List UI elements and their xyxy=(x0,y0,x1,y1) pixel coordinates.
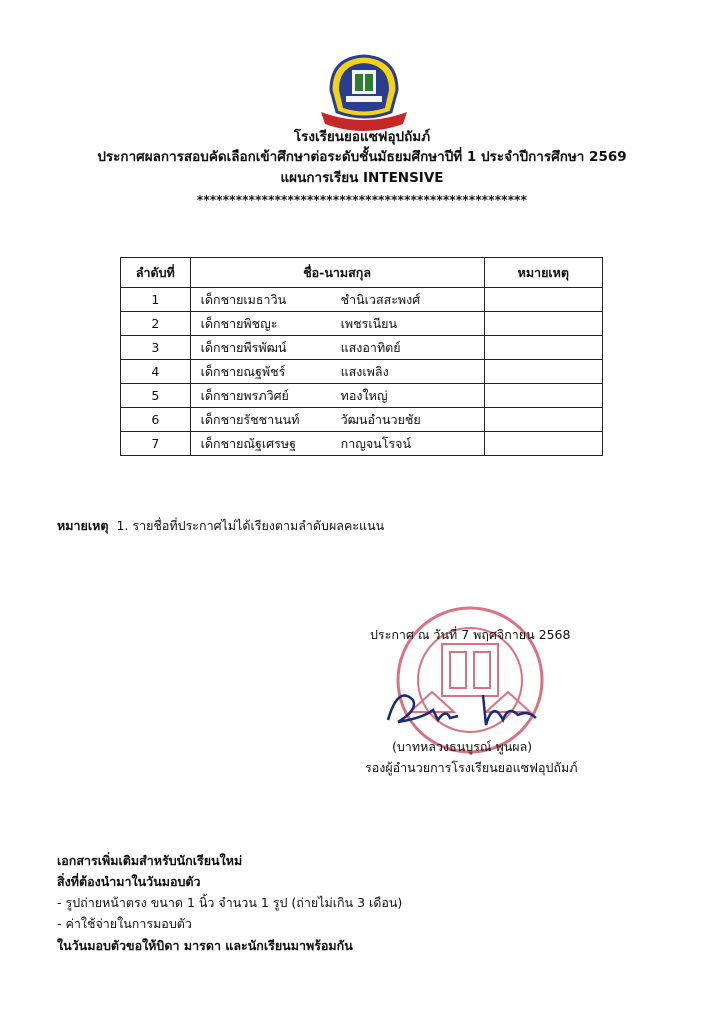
last-name: เพชรเนียน xyxy=(340,315,398,331)
program-name: แผนการเรียน INTENSIVE xyxy=(280,170,444,186)
table-row xyxy=(121,336,603,360)
extra-docs-item: - ค่าใช้จ่ายในการมอบตัว xyxy=(57,916,192,931)
table-row xyxy=(121,432,603,456)
row-note xyxy=(484,288,602,312)
row-order: 5 xyxy=(121,384,191,408)
header-order: ลำดับที่ xyxy=(121,258,191,288)
last-name: แสงเพลิง xyxy=(340,363,389,379)
remark-label: หมายเหตุ xyxy=(57,518,109,533)
row-note xyxy=(484,312,602,336)
extra-docs-title: เอกสารเพิ่มเติมสำหรับนักเรียนใหม่ xyxy=(57,853,243,868)
table-row xyxy=(121,312,603,336)
extra-docs-subtitle: สิ่งที่ต้องนำมาในวันมอบตัว xyxy=(57,874,201,889)
row-note xyxy=(484,360,602,384)
last-name: ชำนิเวสสะพงศ์ xyxy=(340,291,421,307)
row-order: 2 xyxy=(121,312,191,336)
announcement-title: ประกาศผลการสอบคัดเลือกเข้าศึกษาต่อระดับชั้นมัธยมศึกษาปีที่ 1 ประจำปีการศึกษา 2569 xyxy=(97,149,627,165)
table-row xyxy=(121,384,603,408)
first-name: เด็กชายเมธาวิน xyxy=(200,291,287,307)
results-table xyxy=(120,257,603,456)
row-order: 1 xyxy=(121,288,191,312)
header-name: ชื่อ-นามสกุล xyxy=(190,258,484,288)
row-note xyxy=(484,336,602,360)
first-name: เด็กชายณฐพัชร์ xyxy=(200,363,286,379)
last-name: แสงอาทิตย์ xyxy=(340,339,401,355)
school-name: โรงเรียนยอแซฟอุปถัมภ์ xyxy=(293,129,431,145)
school-logo xyxy=(319,50,409,134)
extra-docs-closing: ในวันมอบตัวขอให้บิดา มารดา และนักเรียนมาพร้อมกัน xyxy=(57,938,353,953)
row-note xyxy=(484,432,602,456)
last-name: กาญจนโรจน์ xyxy=(340,435,412,451)
first-name: เด็กชายพิชญะ xyxy=(200,315,278,331)
header-note: หมายเหตุ xyxy=(484,258,602,288)
first-name: เด็กชายพรภวิศย์ xyxy=(200,387,289,403)
row-order: 4 xyxy=(121,360,191,384)
table-row xyxy=(121,408,603,432)
row-order: 7 xyxy=(121,432,191,456)
signer-name: (บาทหลวงธนบูรณ์ พูนผล) xyxy=(392,739,533,754)
table-row xyxy=(121,360,603,384)
first-name: เด็กชายรัชชานนท์ xyxy=(200,411,300,427)
row-note xyxy=(484,384,602,408)
signature-mark xyxy=(378,680,543,735)
table-header-row xyxy=(121,258,603,288)
last-name: ทองใหญ่ xyxy=(340,387,388,403)
remark xyxy=(57,516,384,536)
remark-text: 1. รายชื่อที่ประกาศไม่ได้เรียงตามลำดับผลคะแนน xyxy=(116,518,385,533)
first-name: เด็กชายพีรพัฒน์ xyxy=(200,339,287,355)
announcement-date: ประกาศ ณ วันที่ 7 พฤศจิกายน 2568 xyxy=(370,627,571,642)
table-row xyxy=(121,288,603,312)
last-name: วัฒนอำนวยชัย xyxy=(340,411,421,427)
separator-line: *************************************************** xyxy=(196,193,528,207)
row-order: 6 xyxy=(121,408,191,432)
row-note xyxy=(484,408,602,432)
first-name: เด็กชายณัฐเศรษฐ xyxy=(200,435,296,451)
row-order: 3 xyxy=(121,336,191,360)
signer-position: รองผู้อำนวยการโรงเรียนยอแซฟอุปถัมภ์ xyxy=(365,760,578,775)
extra-docs-item: - รูปถ่ายหน้าตรง ขนาด 1 นิ้ว จำนวน 1 รูป (ถ่ายไม่เกิน 3 เดือน) xyxy=(57,895,403,910)
